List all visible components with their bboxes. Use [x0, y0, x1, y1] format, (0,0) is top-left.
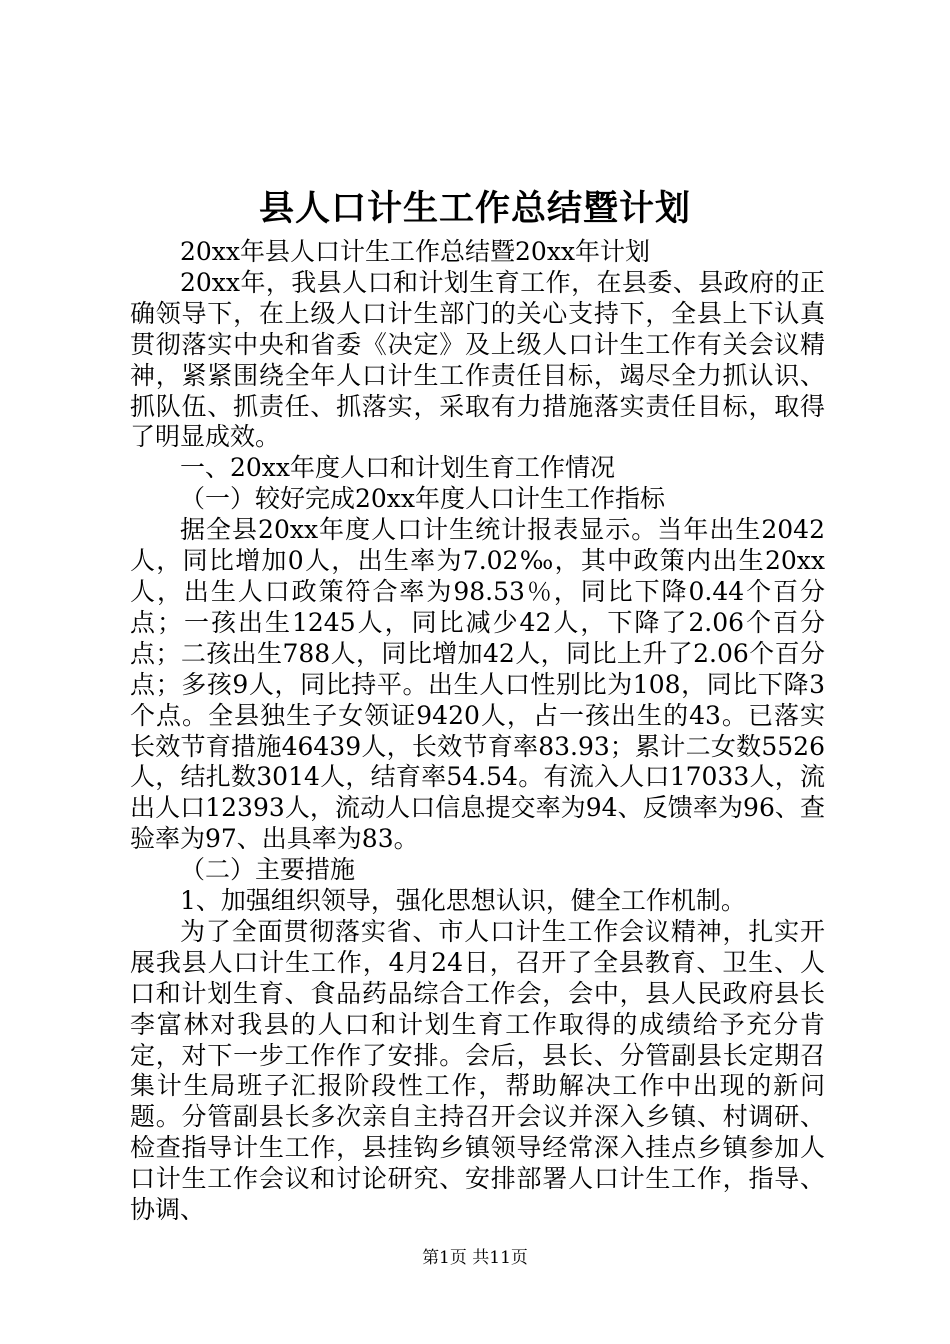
document-body: [130, 237, 825, 1226]
subsection-heading-1: （一）较好完成20xx年度人口计生工作指标: [180, 484, 666, 514]
page-footer: 第1页 共11页: [422, 1248, 528, 1268]
paragraph-statistics: 据全县20xx年度人口计生统计报表显示。当年出生2042人，同比增加0人，出生率为7.02‰，其中政策内出生20xx人，出生人口政策符合率为98.53％，同比下降0.44个百分点；一孩出生1245人，同比减少42人，下降了2.06个百分点；二孩出生788人，同比增加42人，同比上升了2.06个百分点；多孩9人，同比持平。出生人口性别比为108，同比下降3个点。全县独生子女领证9420人，占一孩出生的43。已落实长效节育措施46439人，长效节育率83.93；累计二女数5526人，结扎数3014人，结育率54.54。有流入人口17033人，流出人口12393人，流动人口信息提交率为94、反馈率为96、查验率为97、出具率为83。: [130, 515, 825, 854]
paragraph-intro: 20xx年，我县人口和计划生育工作，在县委、县政府的正确领导下，在上级人口计生部门的关心支持下，全县上下认真贯彻落实中央和省委《决定》及上级人口计生工作有关会议精神，紧紧围绕全年人口计生工作责任目标，竭尽全力抓认识、抓队伍、抓责任、抓落实，采取有力措施落实责任目标，取得了明显成效。: [130, 267, 825, 452]
paragraph-measures: 为了全面贯彻落实省、市人口计生工作会议精神，扎实开展我县人口计生工作，4月24日，召开了全县教育、卫生、人口和计划生育、食品药品综合工作会，会中，县人民政府县长李富林对我县的人口和计划生育工作取得的成绩给予充分肯定，对下一步工作作了安排。会后，县长、分管副县长定期召集计生局班子汇报阶段性工作，帮助解决工作中出现的新问题。分管副县长多次亲自主持召开会议并深入乡镇、村调研、检查指导计生工作，县挂钩乡镇领导经常深入挂点乡镇参加人口计生工作会议和讨论研究、安排部署人口计生工作，指导、协调、: [130, 916, 825, 1225]
document-title: 县人口计生工作总结暨计划: [258, 188, 691, 229]
measure-heading-1: 1、加强组织领导，强化思想认识，健全工作机制。: [180, 886, 746, 916]
section-heading-1: 一、20xx年度人口和计划生育工作情况: [180, 453, 616, 483]
paragraph-subtitle: 20xx年县人口计生工作总结暨20xx年计划: [180, 237, 651, 266]
subsection-heading-2: （二）主要措施: [180, 855, 356, 885]
